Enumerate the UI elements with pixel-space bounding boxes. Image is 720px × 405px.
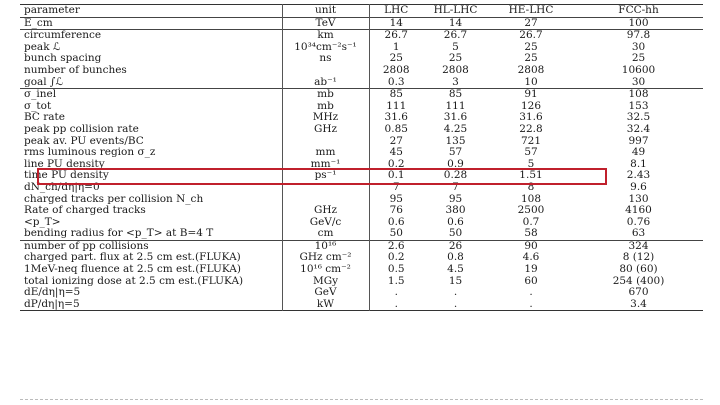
table-row (20, 252, 703, 264)
fcc-hh-cell: 324 (574, 240, 703, 252)
he-lhc-cell: 10 (524, 76, 538, 88)
hl-lhc-cell: 135 (445, 135, 466, 147)
table-row (20, 65, 703, 77)
header-row (20, 5, 703, 18)
table-row (20, 124, 703, 136)
param-cell: charged part. flux at 2.5 cm est.(FLUKA) (24, 252, 241, 264)
table-row (20, 42, 703, 54)
hl-lhc-cell: 57 (448, 147, 463, 159)
fcc-hh-cell: 8.1 (630, 158, 647, 170)
he-lhc-cell: 721 (520, 135, 542, 147)
hl-lhc-cell: 0.9 (447, 158, 464, 170)
table-row (20, 136, 703, 148)
lhc-cell: 76 (369, 205, 423, 217)
fcc-hh-cell: 3.4 (630, 298, 647, 310)
hl-lhc-cell: 26.7 (423, 30, 488, 42)
lhc-cell: 111 (369, 101, 423, 113)
param-cell: number of pp collisions (20, 240, 282, 252)
lhc-cell: 0.1 (369, 170, 423, 182)
table-row (20, 264, 703, 276)
he-lhc-cell: 25 (524, 53, 538, 65)
fcc-hh-cell: 10600 (621, 64, 656, 76)
lhc-cell: 0.2 (369, 252, 423, 264)
hl-lhc-cell: 95 (448, 193, 463, 205)
lhc-cell: 0.85 (369, 124, 423, 136)
table-row (20, 240, 703, 252)
lhc-cell: 14 (369, 17, 423, 30)
unit-cell: mb (282, 101, 369, 113)
header-he-lhc: HE-LHC (508, 4, 554, 16)
unit-cell: kW (282, 299, 369, 311)
param-cell: total ionizing dose at 2.5 cm est.(FLUKA) (24, 275, 244, 287)
table-row (20, 77, 703, 89)
he-lhc-cell: 19 (524, 264, 538, 276)
he-lhc-cell: 108 (520, 193, 542, 205)
lhc-cell: 0.2 (369, 159, 423, 171)
unit-cell: 10³⁴cm⁻²s⁻¹ (282, 42, 369, 54)
header-lhc: LHC (369, 5, 423, 18)
hl-lhc-cell: 3 (452, 76, 459, 88)
table-row (20, 182, 703, 194)
table-row (20, 30, 703, 42)
hl-lhc-cell: 0.28 (443, 170, 468, 182)
fcc-hh-cell: 2.43 (626, 170, 651, 182)
fcc-hh-cell: 97.8 (574, 30, 703, 42)
fcc-hh-cell: 80 (60) (619, 264, 658, 276)
table-row (20, 147, 703, 159)
lhc-cell: 26.7 (369, 30, 423, 42)
he-lhc-cell: 0.7 (522, 216, 540, 228)
fcc-hh-cell: 254 (400) (612, 275, 665, 287)
fcc-hh-cell: 8 (12) (622, 252, 655, 264)
fcc-hh-cell: 108 (574, 89, 703, 101)
unit-cell: TeV (282, 17, 369, 30)
unit-cell: mb (282, 89, 369, 101)
table-row (20, 205, 703, 217)
param-cell: time PU density (24, 170, 109, 182)
table-row (20, 299, 703, 311)
unit-cell: MGy (282, 276, 369, 288)
fcc-hh-cell: 32.4 (626, 123, 651, 135)
hl-lhc-cell: 380 (445, 205, 466, 217)
table-row (20, 112, 703, 124)
fcc-hh-cell: 0.76 (626, 216, 651, 228)
param-cell: Rate of charged tracks (24, 205, 146, 217)
hl-lhc-cell: 15 (448, 275, 463, 287)
he-lhc-cell: 27 (488, 17, 574, 30)
param-cell: line PU density (24, 158, 105, 170)
hl-lhc-cell: . (453, 298, 458, 310)
table-row (20, 170, 703, 182)
hl-lhc-cell: 5 (452, 41, 459, 53)
fcc-hh-cell: 25 (631, 53, 646, 65)
lhc-cell: 7 (369, 182, 423, 194)
he-lhc-cell: 22.8 (519, 123, 543, 135)
param-cell: goal ∫ℒ (24, 76, 64, 88)
he-lhc-cell: 1.51 (519, 170, 543, 182)
table-row (20, 53, 703, 65)
lhc-cell: 2808 (369, 65, 423, 77)
header-hl-lhc: HL-LHC (433, 4, 478, 16)
lhc-cell: 27 (369, 136, 423, 148)
unit-cell: cm (282, 228, 369, 240)
hl-lhc-cell: 4.5 (447, 264, 464, 276)
unit-cell: GHz (282, 124, 369, 136)
unit-cell: ab⁻¹ (282, 77, 369, 89)
unit-cell: 10¹⁶ (282, 240, 369, 252)
he-lhc-cell: 57 (524, 147, 538, 159)
unit-cell: ps⁻¹ (282, 170, 369, 182)
hl-lhc-cell: 0.6 (447, 216, 464, 228)
param-cell: BC rate (24, 112, 65, 124)
param-cell: peak pp collision rate (24, 123, 139, 135)
he-lhc-cell: 5 (527, 158, 535, 170)
unit-cell: GHz cm⁻² (282, 252, 369, 264)
param-cell: <p_T> (24, 216, 61, 228)
he-lhc-cell: 25 (524, 41, 538, 53)
table-row (20, 276, 703, 288)
lhc-cell: 1.5 (369, 276, 423, 288)
lhc-cell: 0.3 (369, 77, 423, 89)
fcc-hh-cell: 30 (631, 41, 646, 53)
param-cell: dN_ch/dη|η=0 (24, 181, 100, 193)
param-cell: peak ℒ (24, 41, 61, 53)
fcc-hh-cell: 63 (631, 228, 646, 240)
fcc-hh-cell: 9.6 (630, 181, 647, 193)
he-lhc-cell: 90 (488, 240, 574, 252)
lhc-cell: 25 (369, 53, 423, 65)
he-lhc-cell: . (529, 287, 533, 299)
param-cell: σ_tot (24, 100, 52, 112)
he-lhc-cell: 31.6 (519, 112, 543, 124)
param-cell: σ_inel (20, 89, 282, 101)
unit-cell: 10¹⁶ cm⁻² (282, 264, 369, 276)
param-cell: circumference (20, 30, 282, 42)
unit-cell: GeV (282, 287, 369, 299)
param-cell: bending radius for <p_T> at B=4 T (24, 228, 214, 240)
hl-lhc-cell: 85 (423, 89, 488, 101)
table-row (20, 194, 703, 206)
lhc-cell: 85 (369, 89, 423, 101)
param-cell: 1MeV-neq fluence at 2.5 cm est.(FLUKA) (24, 264, 241, 276)
table-row (20, 217, 703, 229)
hl-lhc-cell: 31.6 (443, 112, 468, 124)
parameter-table (20, 4, 703, 311)
lhc-cell: 50 (369, 228, 423, 240)
table-row (20, 89, 703, 101)
hl-lhc-cell: 111 (445, 100, 466, 112)
param-cell: number of bunches (24, 64, 127, 76)
hl-lhc-cell: 50 (448, 228, 463, 240)
table-row (20, 101, 703, 113)
lhc-cell: 0.6 (369, 217, 423, 229)
hl-lhc-cell: 7 (452, 181, 459, 193)
unit-cell (282, 194, 369, 206)
fcc-hh-cell: 30 (631, 76, 646, 88)
fcc-hh-cell: 997 (628, 135, 649, 147)
table-row (20, 287, 703, 299)
fcc-hh-cell: 130 (628, 193, 649, 205)
unit-cell: km (282, 30, 369, 42)
header-parameter: parameter (24, 4, 80, 16)
fcc-hh-cell: 100 (574, 17, 703, 30)
param-cell: peak av. PU events/BC (24, 135, 144, 147)
lhc-cell: 2.6 (369, 240, 423, 252)
table-row (20, 159, 703, 171)
table-row (20, 228, 703, 240)
lhc-cell: . (369, 299, 423, 311)
he-lhc-cell: 4.6 (522, 252, 540, 264)
unit-cell (282, 136, 369, 148)
param-cell: bunch spacing (24, 53, 102, 65)
unit-cell: mm (282, 147, 369, 159)
he-lhc-cell: 91 (488, 89, 574, 101)
param-cell: dP/dη|η=5 (24, 298, 80, 310)
he-lhc-cell: . (529, 298, 533, 310)
he-lhc-cell: 8 (527, 181, 535, 193)
hl-lhc-cell: 0.8 (447, 252, 464, 264)
hl-lhc-cell: 26 (423, 240, 488, 252)
he-lhc-cell: 2808 (517, 64, 545, 76)
param-cell: rms luminous region σ_z (24, 147, 156, 159)
table-row (20, 17, 703, 30)
hl-lhc-cell: 25 (448, 53, 463, 65)
hl-lhc-cell: 4.25 (443, 123, 468, 135)
lhc-cell: 1 (369, 42, 423, 54)
header-unit: unit (282, 5, 369, 18)
parameter-table-container (20, 4, 703, 311)
fcc-hh-cell: 49 (631, 147, 646, 159)
hl-lhc-cell: 2808 (442, 64, 469, 76)
unit-cell: mm⁻¹ (282, 159, 369, 171)
hl-lhc-cell: . (453, 287, 458, 299)
param-cell: dE/dη|η=5 (24, 287, 81, 299)
unit-cell: ns (282, 53, 369, 65)
param-cell: charged tracks per collision N_ch (24, 193, 204, 205)
fcc-hh-cell: 32.5 (626, 112, 651, 124)
bottom-rule (20, 399, 703, 400)
unit-cell: GHz (282, 205, 369, 217)
table-body (20, 5, 703, 311)
unit-cell (282, 65, 369, 77)
he-lhc-cell: 60 (524, 275, 538, 287)
unit-cell: GeV/c (282, 217, 369, 229)
lhc-cell: 95 (369, 194, 423, 206)
unit-cell (282, 182, 369, 194)
lhc-cell: 45 (369, 147, 423, 159)
he-lhc-cell: 126 (520, 100, 542, 112)
hl-lhc-cell: 14 (423, 17, 488, 30)
he-lhc-cell: 26.7 (488, 30, 574, 42)
he-lhc-cell: 58 (524, 228, 538, 240)
fcc-hh-cell: 670 (628, 287, 649, 299)
fcc-hh-cell: 4160 (625, 205, 652, 217)
fcc-hh-cell: 153 (628, 100, 649, 112)
header-fcc-hh: FCC-hh (618, 4, 659, 16)
param-cell: E_cm (20, 17, 282, 30)
he-lhc-cell: 2500 (517, 205, 545, 217)
lhc-cell: 0.5 (369, 264, 423, 276)
lhc-cell: 31.6 (369, 112, 423, 124)
unit-cell: MHz (282, 112, 369, 124)
lhc-cell: . (369, 287, 423, 299)
